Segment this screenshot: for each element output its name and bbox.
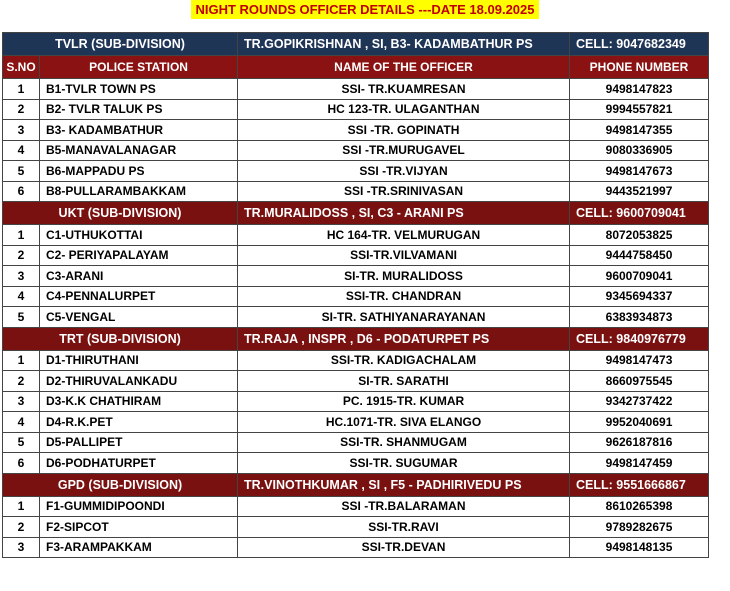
header-officer-name: NAME OF THE OFFICER — [238, 56, 570, 79]
row-sno: 3 — [3, 120, 40, 141]
subdivision-officer: TR.VINOTHKUMAR , SI , F5 - PADHIRIVEDU PS — [238, 473, 570, 496]
table-row — [3, 161, 709, 182]
table-row — [3, 371, 709, 392]
officer-table-body — [3, 33, 709, 558]
subdivision-cell: CELL: 9047682349 — [570, 33, 709, 56]
table-row — [3, 99, 709, 120]
subdivision-band — [3, 33, 709, 56]
row-sno: 2 — [3, 99, 40, 120]
header-police-station: POLICE STATION — [40, 56, 238, 79]
row-phone-number: 9342737422 — [570, 391, 709, 412]
row-officer-name: SI-TR. MURALIDOSS — [238, 266, 570, 287]
row-sno: 2 — [3, 517, 40, 538]
row-phone-number: 8610265398 — [570, 496, 709, 517]
table-row — [3, 432, 709, 453]
row-officer-name: SSI-TR.RAVI — [238, 517, 570, 538]
row-police-station: D3-K.K CHATHIRAM — [40, 391, 238, 412]
page-title-bar — [0, 0, 730, 26]
row-phone-number: 9080336905 — [570, 140, 709, 161]
row-police-station: D6-PODHATURPET — [40, 453, 238, 474]
row-phone-number: 9600709041 — [570, 266, 709, 287]
row-phone-number: 9498147459 — [570, 453, 709, 474]
row-phone-number: 9952040691 — [570, 412, 709, 433]
row-officer-name: SSI- TR.KUAMRESAN — [238, 79, 570, 100]
row-sno: 4 — [3, 140, 40, 161]
table-row — [3, 286, 709, 307]
page-title: NIGHT ROUNDS OFFICER DETAILS ---DATE 18.09.2025 — [191, 0, 538, 19]
row-phone-number: 9444758450 — [570, 245, 709, 266]
header-sno: S.NO — [3, 56, 40, 79]
row-officer-name: SSI-TR.DEVAN — [238, 537, 570, 558]
row-officer-name: SSI -TR.SRINIVASAN — [238, 181, 570, 202]
officer-table — [2, 32, 709, 558]
row-sno: 3 — [3, 537, 40, 558]
subdivision-officer: TR.RAJA , INSPR , D6 - PODATURPET PS — [238, 327, 570, 350]
subdivision-name: TRT (SUB-DIVISION) — [3, 327, 238, 350]
row-police-station: F3-ARAMPAKKAM — [40, 537, 238, 558]
row-officer-name: SSI-TR. KADIGACHALAM — [238, 350, 570, 371]
row-sno: 5 — [3, 432, 40, 453]
table-row — [3, 120, 709, 141]
row-police-station: F1-GUMMIDIPOONDI — [40, 496, 238, 517]
column-header-row — [3, 56, 709, 79]
row-police-station: B5-MANAVALANAGAR — [40, 140, 238, 161]
row-phone-number: 9498147473 — [570, 350, 709, 371]
row-officer-name: SSI-TR. SUGUMAR — [238, 453, 570, 474]
row-sno: 1 — [3, 350, 40, 371]
row-sno: 3 — [3, 266, 40, 287]
table-row — [3, 391, 709, 412]
row-sno: 1 — [3, 225, 40, 246]
subdivision-name: TVLR (SUB-DIVISION) — [3, 33, 238, 56]
subdivision-cell: CELL: 9840976779 — [570, 327, 709, 350]
row-police-station: D2-THIRUVALANKADU — [40, 371, 238, 392]
table-row — [3, 537, 709, 558]
table-row — [3, 266, 709, 287]
row-police-station: B6-MAPPADU PS — [40, 161, 238, 182]
row-officer-name: HC 123-TR. ULAGANTHAN — [238, 99, 570, 120]
row-officer-name: SSI -TR.MURUGAVEL — [238, 140, 570, 161]
row-police-station: B8-PULLARAMBAKKAM — [40, 181, 238, 202]
row-phone-number: 6383934873 — [570, 307, 709, 328]
table-row — [3, 307, 709, 328]
table-row — [3, 140, 709, 161]
row-police-station: D4-R.K.PET — [40, 412, 238, 433]
row-officer-name: SSI -TR.BALARAMAN — [238, 496, 570, 517]
row-officer-name: SSI -TR. GOPINATH — [238, 120, 570, 141]
table-row — [3, 225, 709, 246]
row-police-station: C5-VENGAL — [40, 307, 238, 328]
row-police-station: C4-PENNALURPET — [40, 286, 238, 307]
row-sno: 2 — [3, 371, 40, 392]
row-sno: 6 — [3, 181, 40, 202]
row-police-station: C3-ARANI — [40, 266, 238, 287]
subdivision-officer: TR.MURALIDOSS , SI, C3 - ARANI PS — [238, 202, 570, 225]
row-officer-name: SI-TR. SARATHI — [238, 371, 570, 392]
subdivision-name: UKT (SUB-DIVISION) — [3, 202, 238, 225]
subdivision-cell: CELL: 9551666867 — [570, 473, 709, 496]
row-sno: 4 — [3, 286, 40, 307]
row-sno: 6 — [3, 453, 40, 474]
row-phone-number: 9498147673 — [570, 161, 709, 182]
row-phone-number: 9498148135 — [570, 537, 709, 558]
subdivision-officer: TR.GOPIKRISHNAN , SI, B3- KADAMBATHUR PS — [238, 33, 570, 56]
row-phone-number: 9789282675 — [570, 517, 709, 538]
row-officer-name: SSI-TR. CHANDRAN — [238, 286, 570, 307]
row-phone-number: 9345694337 — [570, 286, 709, 307]
row-phone-number: 9994557821 — [570, 99, 709, 120]
table-row — [3, 245, 709, 266]
table-row — [3, 496, 709, 517]
row-police-station: B1-TVLR TOWN PS — [40, 79, 238, 100]
row-police-station: B2- TVLR TALUK PS — [40, 99, 238, 120]
row-sno: 5 — [3, 161, 40, 182]
table-row — [3, 350, 709, 371]
row-sno: 2 — [3, 245, 40, 266]
subdivision-name: GPD (SUB-DIVISION) — [3, 473, 238, 496]
row-officer-name: SSI-TR.VILVAMANI — [238, 245, 570, 266]
row-police-station: C1-UTHUKOTTAI — [40, 225, 238, 246]
row-police-station: B3- KADAMBATHUR — [40, 120, 238, 141]
table-row — [3, 517, 709, 538]
subdivision-cell: CELL: 9600709041 — [570, 202, 709, 225]
row-phone-number: 9498147355 — [570, 120, 709, 141]
row-officer-name: SI-TR. SATHIYANARAYANAN — [238, 307, 570, 328]
row-phone-number: 9443521997 — [570, 181, 709, 202]
row-phone-number: 8072053825 — [570, 225, 709, 246]
row-sno: 4 — [3, 412, 40, 433]
header-phone-number: PHONE NUMBER — [570, 56, 709, 79]
row-phone-number: 9626187816 — [570, 432, 709, 453]
table-row — [3, 181, 709, 202]
row-officer-name: SSI-TR. SHANMUGAM — [238, 432, 570, 453]
row-police-station: D1-THIRUTHANI — [40, 350, 238, 371]
row-sno: 1 — [3, 79, 40, 100]
row-police-station: F2-SIPCOT — [40, 517, 238, 538]
row-phone-number: 9498147823 — [570, 79, 709, 100]
row-police-station: D5-PALLIPET — [40, 432, 238, 453]
row-sno: 3 — [3, 391, 40, 412]
row-officer-name: SSI -TR.VIJYAN — [238, 161, 570, 182]
row-police-station: C2- PERIYAPALAYAM — [40, 245, 238, 266]
row-officer-name: HC.1071-TR. SIVA ELANGO — [238, 412, 570, 433]
row-officer-name: HC 164-TR. VELMURUGAN — [238, 225, 570, 246]
table-row — [3, 79, 709, 100]
row-sno: 5 — [3, 307, 40, 328]
row-sno: 1 — [3, 496, 40, 517]
subdivision-band — [3, 202, 709, 225]
table-row — [3, 412, 709, 433]
subdivision-band — [3, 473, 709, 496]
table-row — [3, 453, 709, 474]
row-officer-name: PC. 1915-TR. KUMAR — [238, 391, 570, 412]
subdivision-band — [3, 327, 709, 350]
row-phone-number: 8660975545 — [570, 371, 709, 392]
